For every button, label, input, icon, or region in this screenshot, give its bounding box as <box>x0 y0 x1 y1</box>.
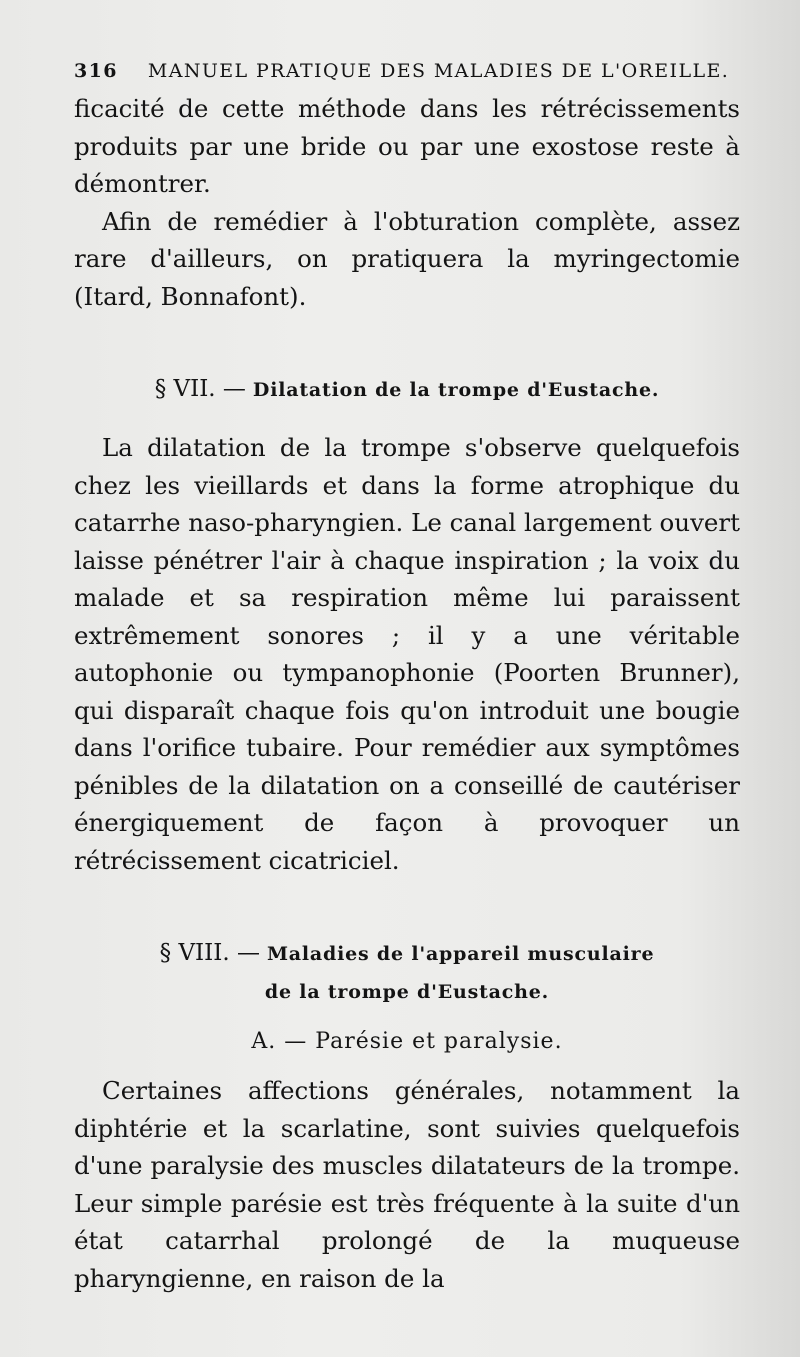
running-head-title: MANUEL PRATIQUE DES MALADIES DE L'OREILLE. <box>147 60 730 82</box>
paragraph-myringectomie: Afin de remédier à l'obturation complète, assez rare d'ailleurs, on pratiquera la myringectomie (Itard, Bonnafont). <box>74 206 740 311</box>
paragraph-continuation: ficacité de cette méthode dans les rétrécissements produits par une bride ou par une exostose reste à démontrer. <box>74 94 740 198</box>
section-title-vii: Dilatation de la trompe d'Eustache. <box>252 379 660 401</box>
paragraph-paresie: Certaines affections générales, notamment la diphtérie et la scarlatine, sont suivies quelquefois d'une paralysie des muscles dilatateurs de la trompe. Leur simple parésie est très fréquente à la suite d'un état catarrhal prolongé de la muqueuse pharyngienne, en raison de la <box>74 1076 740 1293</box>
section-number-viii: § VIII. — <box>159 940 260 966</box>
book-page <box>74 60 740 1297</box>
section-title-viii-line1: Maladies de l'appareil musculaire <box>266 943 655 965</box>
section-heading-vii <box>74 371 740 409</box>
paragraph-dilatation: La dilatation de la trompe s'observe quelquefois chez les vieillards et dans la forme atrophique du catarrhe naso-pharyngien. Le canal largement ouvert laisse pénétrer l'air à chaque inspiration ; la voix du malade et sa respiration même lui paraissent extrêmement sonores ; il y a une véritable autophonie ou tympanophonie (Poorten Brunner), qui disparaît chaque fois qu'on introduit une bougie dans l'orifice tubaire. Pour remédier aux symptômes pénibles de la dilatation on a conseillé de cautériser énergiquement de façon à provoquer un rétrécissement cicatriciel. <box>74 433 740 875</box>
running-head <box>74 60 740 82</box>
page-number: 316 <box>74 60 118 82</box>
subsection-heading-a: A. — Parésie et paralysie. <box>251 1029 563 1054</box>
section-heading-viii <box>74 935 740 1011</box>
section-title-viii-line2: de la trompe d'Eustache. <box>264 981 550 1003</box>
section-number-vii: § VII. — <box>154 376 246 402</box>
